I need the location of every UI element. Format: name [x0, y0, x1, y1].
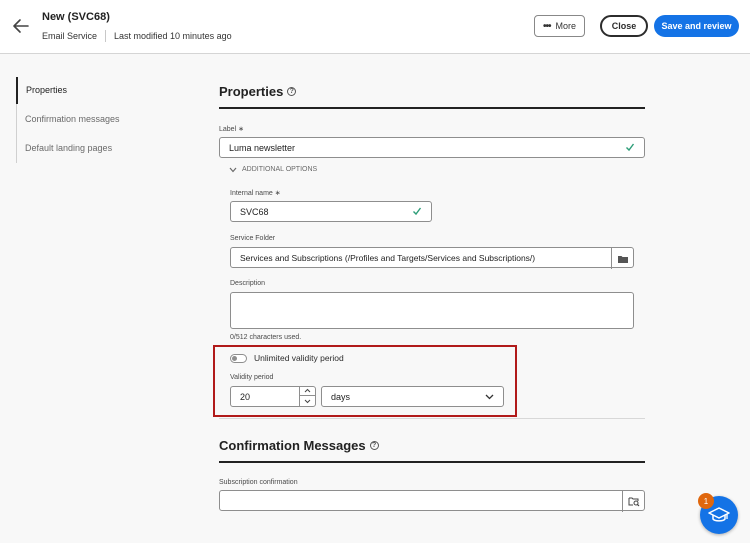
chevron-down-icon	[304, 399, 311, 404]
chevron-up-icon	[304, 388, 311, 393]
notification-badge: 1	[698, 493, 714, 509]
subscription-confirmation-label: Subscription confirmation	[219, 479, 298, 486]
section-nav	[16, 77, 196, 163]
folder-search-icon	[628, 496, 640, 507]
graduation-cap-icon	[708, 506, 730, 524]
additional-options-label: ADDITIONAL OPTIONS	[242, 166, 318, 173]
search-picker-button[interactable]	[622, 491, 644, 512]
description-textarea[interactable]	[230, 292, 634, 329]
help-icon[interactable]: ?	[287, 87, 296, 96]
validity-period-value: 20	[240, 391, 251, 402]
back-arrow-icon[interactable]	[10, 15, 32, 37]
subscription-confirmation-input[interactable]	[219, 490, 645, 511]
validity-unit-select[interactable]	[321, 386, 504, 407]
header-bar	[0, 0, 750, 54]
ellipsis-icon: •••	[542, 20, 551, 32]
validity-period-label: Validity period	[230, 374, 274, 381]
label-input[interactable]	[219, 137, 645, 158]
label-field-label: Label ∗	[219, 126, 244, 133]
decrement-button[interactable]	[300, 396, 315, 406]
section-rule	[219, 107, 645, 109]
chevron-down-icon	[485, 394, 494, 400]
help-icon[interactable]: ?	[370, 441, 379, 450]
quantity-stepper	[299, 386, 315, 407]
additional-options-toggle[interactable]	[229, 166, 317, 173]
increment-button[interactable]	[300, 386, 315, 396]
subtitle	[42, 30, 232, 42]
checkmark-icon	[625, 142, 635, 152]
description-label: Description	[230, 280, 266, 287]
checkmark-icon	[412, 206, 422, 216]
validity-unit-value: days	[331, 391, 351, 402]
internal-name-value: SVC68	[240, 206, 269, 217]
save-and-review-button[interactable]: Save and review	[654, 15, 739, 37]
nav-item-default-landing-pages[interactable]: Default landing pages	[25, 143, 113, 153]
confirmation-heading	[219, 438, 379, 453]
properties-heading	[219, 84, 296, 99]
label-input-value: Luma newsletter	[229, 142, 296, 153]
toggle-knob	[232, 356, 237, 361]
properties-title: Properties	[219, 84, 284, 99]
service-type: Email Service	[42, 31, 98, 41]
more-label: More	[555, 21, 577, 31]
divider	[105, 30, 106, 42]
last-modified: Last modified 10 minutes ago	[114, 31, 232, 41]
service-folder-label: Service Folder	[230, 235, 276, 242]
nav-item-confirmation-messages[interactable]: Confirmation messages	[25, 114, 120, 124]
close-button[interactable]: Close	[600, 15, 648, 37]
folder-icon	[617, 254, 629, 264]
unlimited-validity-label: Unlimited validity period	[254, 353, 344, 363]
service-folder-value: Services and Subscriptions (/Profiles and Targets/Services and Subscriptions/)	[240, 252, 536, 263]
internal-name-input[interactable]	[230, 201, 432, 222]
character-counter: 0/512 characters used.	[230, 334, 302, 341]
section-rule	[219, 461, 645, 463]
chevron-down-icon	[229, 167, 237, 173]
folder-picker-button[interactable]	[611, 248, 633, 269]
divider	[219, 418, 645, 419]
more-button[interactable]	[534, 15, 585, 37]
nav-item-properties[interactable]: Properties	[16, 77, 186, 104]
unlimited-validity-toggle[interactable]	[230, 354, 247, 363]
service-folder-input[interactable]	[230, 247, 634, 268]
page-title: New (SVC68)	[42, 11, 110, 23]
internal-name-label: Internal name ∗	[230, 190, 281, 197]
confirmation-title: Confirmation Messages	[219, 438, 366, 453]
